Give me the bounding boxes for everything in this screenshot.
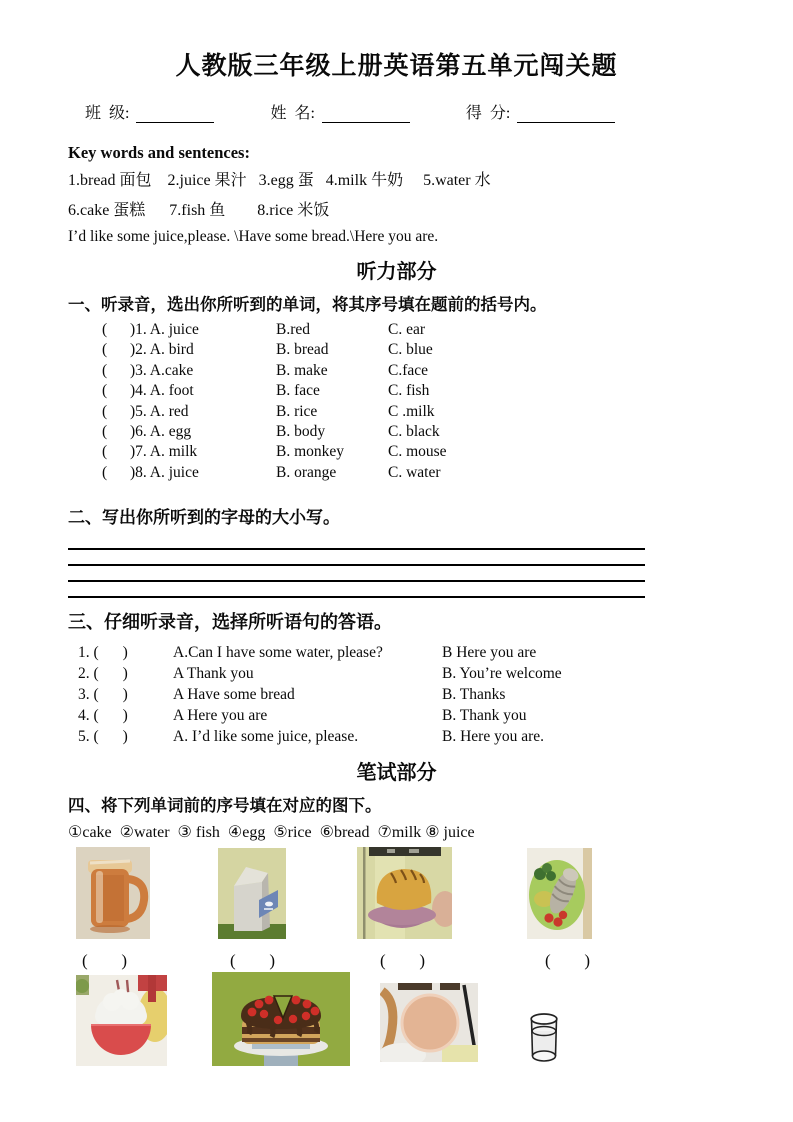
part1-row — [102, 340, 725, 360]
option-a: )2. A. bird — [130, 341, 194, 359]
header-fields — [68, 100, 725, 123]
answer-bracket-open: ( — [102, 321, 108, 338]
question-number: 3. ( ) — [78, 686, 128, 704]
key-words-line-1: 1.bread 面包 2.juice 果汁 3.egg 蛋 4.milk 牛奶 5.water 水 — [68, 172, 491, 189]
part1-row — [102, 442, 725, 462]
option-b: B. body — [276, 423, 326, 441]
part1-title: 一、听录音，选出你所听到的单词，将其序号填在题前的括号内。 — [68, 295, 547, 314]
answer-bracket-open: ( — [102, 382, 108, 400]
answer-bracket-close: ) — [121, 951, 127, 971]
question-number: 1. ( ) — [78, 644, 128, 662]
option-b: B. Thanks — [442, 686, 506, 704]
juice-pitcher-image — [76, 847, 150, 939]
part4-word-bank: ①cake ②water ③ fish ④egg ⑤rice ⑥bread ⑦milk ⑧ juice — [68, 824, 475, 842]
option-c: C. ear — [388, 321, 426, 338]
answer-bracket-open: ( — [102, 361, 108, 379]
option-a: )3. A.cake — [130, 361, 194, 379]
part2-answer-lines — [68, 548, 725, 598]
option-c: C. blue — [388, 341, 433, 359]
answer-bracket-close: ) — [122, 644, 128, 662]
option-b: B. face — [276, 382, 320, 400]
water-glass-image — [527, 1011, 561, 1064]
part4-title: 四、将下列单词前的序号填在对应的图下。 — [68, 796, 382, 816]
option-a: A.Can I have some water, please? — [173, 644, 383, 662]
option-a: A Thank you — [173, 665, 254, 683]
option-a: )6. A. egg — [130, 423, 192, 441]
option-c: C. black — [388, 423, 440, 441]
answer-bracket-close: ) — [584, 951, 590, 971]
egg-image — [380, 983, 478, 1062]
part3-row — [78, 684, 725, 705]
part3-title: 三、仔细听录音，选择所听语句的答语。 — [68, 612, 392, 633]
option-a: A Have some bread — [173, 686, 295, 704]
option-b: B Here you are — [442, 644, 537, 662]
answer-bracket-open: ( — [102, 423, 108, 441]
part3-row — [78, 726, 725, 747]
part1-row — [102, 402, 725, 422]
answer-line — [68, 564, 645, 566]
key-words-heading: Key words and sentences: — [68, 143, 250, 162]
answer-bracket-close: ) — [122, 665, 128, 683]
picture-answer-bracket — [230, 952, 275, 970]
score-field — [466, 100, 615, 123]
answer-bracket-close: ) — [269, 951, 275, 971]
name-blank-line — [322, 105, 410, 123]
answer-bracket-open: ( — [230, 951, 236, 971]
question-number: 2. ( ) — [78, 665, 128, 683]
part1-row — [102, 422, 725, 442]
answer-bracket-open: ( — [82, 951, 88, 971]
option-a: )8. A. juice — [130, 463, 199, 481]
part1-row — [102, 463, 725, 483]
option-a: A. I’d like some juice, please. — [173, 728, 359, 746]
option-c: C. mouse — [388, 443, 447, 461]
key-sentences: I’d like some juice,please. \Have some bread.\Here you are. — [68, 228, 439, 245]
option-a: )4. A. foot — [130, 382, 194, 400]
answer-bracket-open: ( — [102, 463, 108, 481]
option-b: B.red — [276, 321, 311, 338]
class-field — [85, 100, 214, 123]
class-blank-line — [136, 105, 214, 123]
part1-row — [102, 320, 725, 340]
part1-row — [102, 361, 725, 381]
part3-row — [78, 663, 725, 684]
answer-bracket-close: ) — [122, 707, 128, 725]
key-words-line-2: 6.cake 蛋糕 7.fish 鱼 8.rice 米饭 — [68, 202, 330, 219]
answer-bracket-close: ) — [122, 728, 128, 746]
option-b: B. Thank you — [442, 707, 527, 725]
score-blank-line — [517, 105, 615, 123]
bread-on-plate-image — [357, 847, 452, 939]
option-b: B. orange — [276, 463, 337, 481]
written-section-heading: 笔试部分 — [356, 762, 437, 785]
part3-row — [78, 642, 725, 663]
name-field — [270, 100, 409, 123]
answer-bracket-open: ( — [545, 951, 551, 971]
part3-row — [78, 705, 725, 726]
rice-bowl-image — [76, 975, 167, 1066]
answer-bracket-open: ( — [102, 402, 108, 420]
answer-line — [68, 596, 645, 598]
option-b: B. Here you are. — [442, 728, 544, 746]
score-label: 得 分: — [465, 105, 511, 122]
fish-platter-image — [527, 848, 592, 939]
answer-bracket-open: ( — [102, 341, 108, 359]
class-label: 班 级: — [85, 105, 130, 122]
page-title: 人教版三年级上册英语第五单元闯关题 — [175, 53, 618, 80]
option-c: C. fish — [388, 382, 430, 400]
answer-bracket-close: ) — [419, 951, 425, 971]
name-label: 姓 名: — [270, 105, 315, 122]
option-b: B. monkey — [276, 443, 345, 461]
answer-line — [68, 580, 645, 582]
question-number: 5. ( ) — [78, 728, 128, 746]
part1-row — [102, 381, 725, 401]
option-c: C. water — [388, 463, 441, 481]
answer-bracket-close: ) — [122, 686, 128, 704]
answer-bracket-open: ( — [102, 443, 108, 461]
option-c: C.face — [388, 361, 429, 379]
answer-bracket-open: ( — [380, 951, 386, 971]
option-b: B. rice — [276, 402, 318, 420]
option-a: )7. A. milk — [130, 443, 198, 461]
option-c: C .milk — [388, 402, 435, 420]
option-a: )1. A. juice — [130, 321, 199, 338]
option-a: A Here you are — [173, 707, 268, 725]
milk-carton-image — [218, 848, 286, 939]
chocolate-cake-image — [212, 972, 350, 1066]
option-b: B. bread — [276, 341, 329, 359]
option-b: B. make — [276, 361, 328, 379]
question-number: 4. ( ) — [78, 707, 128, 725]
option-a: )5. A. red — [130, 402, 189, 420]
listening-section-heading: 听力部分 — [356, 261, 437, 283]
part3-rows — [78, 642, 725, 747]
part1-options — [102, 320, 725, 483]
answer-line — [68, 548, 645, 550]
picture-answer-bracket — [82, 952, 127, 970]
part4-pictures — [68, 844, 725, 1072]
picture-answer-bracket — [380, 952, 425, 970]
part2-title: 二、写出你所听到的字母的大小写。 — [68, 508, 340, 528]
picture-answer-bracket — [545, 952, 590, 970]
option-b: B. You’re welcome — [442, 665, 562, 683]
